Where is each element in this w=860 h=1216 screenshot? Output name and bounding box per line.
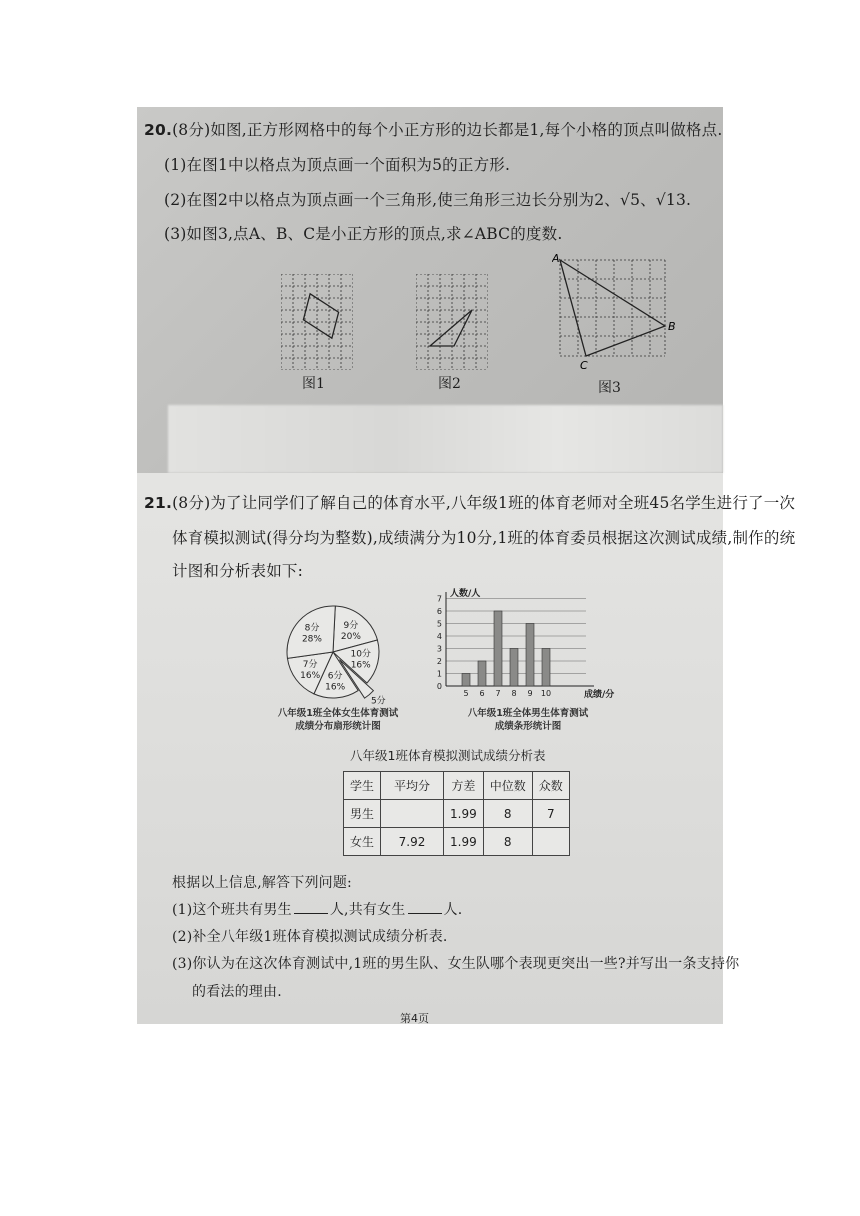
bar xyxy=(526,624,534,687)
q21-stem-text: (8分)为了让同学们了解自己的体育水平,八年级1班的体育老师对全班45名学生进行了一次 xyxy=(172,494,796,512)
figure-1-caption: 图1 xyxy=(302,376,325,392)
point-c-label: C xyxy=(580,359,588,372)
bar xyxy=(462,674,470,687)
q21-number: 21. xyxy=(144,494,173,512)
point-b-label: B xyxy=(668,320,676,333)
q20-part1: (1)在图1中以格点为顶点画一个面积为5的正方形. xyxy=(164,156,511,174)
figure-3-grid xyxy=(552,252,682,372)
pie-chart xyxy=(275,596,400,706)
y-tick-label: 1 xyxy=(436,669,442,679)
bar xyxy=(478,661,486,686)
q20-stem-text: (8分)如图,正方形网格中的每个小正方形的边长都是1,每个小格的顶点叫做格点. xyxy=(172,121,723,139)
q21-stem-line1 xyxy=(144,491,795,513)
x-tick-label: 8 xyxy=(511,689,517,698)
q21-prompt: 根据以上信息,解答下列问题: xyxy=(172,875,352,891)
figure-2-grid xyxy=(416,274,488,370)
page-number: 第4页 xyxy=(400,1012,429,1025)
table-cell: 1.99 xyxy=(444,828,484,856)
point-a-label: A xyxy=(552,252,560,265)
bar xyxy=(510,649,518,687)
pie-caption-line2: 成绩分布扇形统计图 xyxy=(295,721,381,732)
pie-percent-label: 16% xyxy=(325,682,346,693)
x-tick-label: 5 xyxy=(463,689,469,698)
q20-stem xyxy=(144,118,722,140)
answer-blank-boys[interactable] xyxy=(294,913,328,914)
y-tick-label: 0 xyxy=(436,682,442,691)
pie-percent-label: 28% xyxy=(301,634,322,645)
figure-1-grid xyxy=(281,274,353,370)
q21-part3-line2: 的看法的理由. xyxy=(192,984,282,1000)
y-tick-label: 5 xyxy=(436,619,442,629)
bar-caption-line1: 八年级1班全体男生体育测试 xyxy=(467,708,589,719)
table-cell: 男生 xyxy=(344,800,381,828)
table-header-cell: 众数 xyxy=(532,772,569,800)
table-row xyxy=(344,800,570,828)
q21-stem-line3: 计图和分析表如下: xyxy=(172,562,304,580)
table-header-cell: 方差 xyxy=(444,772,484,800)
pie-category-label: 7分 xyxy=(302,660,318,671)
table-cell: 1.99 xyxy=(444,800,484,828)
pie-category-label: 10分 xyxy=(350,649,371,660)
pie-caption-line1: 八年级1班全体女生体育测试 xyxy=(277,708,399,719)
table-cell xyxy=(381,800,444,828)
q21-part1-a: (1)这个班共有男生 xyxy=(172,902,292,918)
y-tick-label: 3 xyxy=(436,644,442,654)
y-axis-title: 人数/人 xyxy=(450,589,481,599)
blurred-area xyxy=(168,405,723,473)
figure-2-caption: 图2 xyxy=(438,376,461,392)
bar xyxy=(494,611,502,686)
y-tick-label: 6 xyxy=(436,607,442,616)
table-cell: 8 xyxy=(483,800,532,828)
x-tick-label: 9 xyxy=(527,689,533,698)
q21-part2: (2)补全八年级1班体育模拟测试成绩分析表. xyxy=(172,929,448,945)
table-row xyxy=(344,828,570,856)
bar-caption-line2: 成绩条形统计图 xyxy=(494,721,562,732)
pie-category-label: 8分 xyxy=(304,623,320,634)
bar xyxy=(542,649,550,687)
pie-percent-label: 20% xyxy=(340,631,361,642)
figure-3-caption: 图3 xyxy=(598,380,621,396)
q21-part1 xyxy=(172,899,462,919)
q20-part2: (2)在图2中以格点为顶点画一个三角形,使三角形三边长分别为2、√5、√13. xyxy=(164,191,692,209)
pie-percent-label: 16% xyxy=(350,660,371,671)
q21-part1-c: 人. xyxy=(443,902,463,918)
pie-percent-label: 16% xyxy=(300,671,321,682)
table-cell: 女生 xyxy=(344,828,381,856)
table-cell: 7.92 xyxy=(381,828,444,856)
q21-stem-line2: 体育模拟测试(得分均为整数),成绩满分为10分,1班的体育委员根据这次测试成绩,制作的统 xyxy=(172,529,796,547)
table-cell: 7 xyxy=(532,800,569,828)
table-cell: 8 xyxy=(483,828,532,856)
pie-category-label: 9分 xyxy=(343,620,359,631)
pie-category-label: 5分 xyxy=(370,696,386,706)
x-axis-title: 成绩/分 xyxy=(584,690,615,700)
analysis-table xyxy=(343,771,570,856)
y-tick-label: 2 xyxy=(436,657,442,666)
table-header-cell: 学生 xyxy=(344,772,381,800)
pie-category-label: 6分 xyxy=(327,671,343,682)
table-title: 八年级1班体育模拟测试成绩分析表 xyxy=(350,748,546,763)
table-cell xyxy=(532,828,569,856)
y-tick-label: 7 xyxy=(436,594,442,604)
q21-part1-b: 人,共有女生 xyxy=(329,902,406,918)
q20-number: 20. xyxy=(144,121,173,139)
bar-chart xyxy=(428,586,618,704)
x-tick-label: 10 xyxy=(540,689,552,698)
x-tick-label: 6 xyxy=(479,689,485,698)
y-tick-label: 4 xyxy=(436,632,442,641)
table-header-cell: 平均分 xyxy=(381,772,444,800)
q20-part3: (3)如图3,点A、B、C是小正方形的顶点,求∠ABC的度数. xyxy=(164,225,563,243)
q21-part3-line1: (3)你认为在这次体育测试中,1班的男生队、女生队哪个表现更突出一些?并写出一条支持你 xyxy=(172,956,740,972)
answer-blank-girls[interactable] xyxy=(408,913,442,914)
x-tick-label: 7 xyxy=(495,689,501,698)
table-header-cell: 中位数 xyxy=(483,772,532,800)
table-header-row xyxy=(344,772,570,800)
